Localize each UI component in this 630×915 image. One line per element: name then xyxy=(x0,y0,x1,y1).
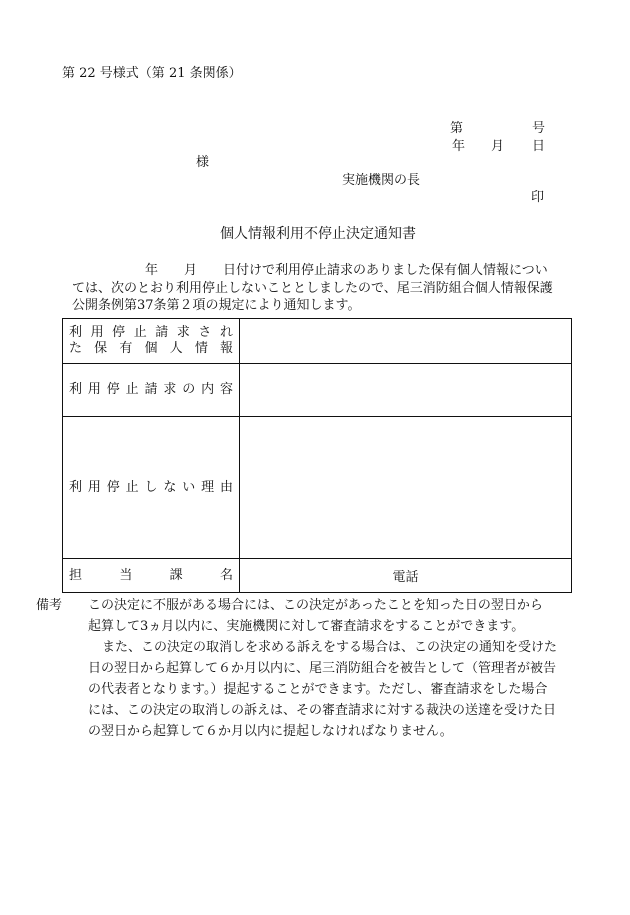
remarks-para2-line2: 日の翌日から起算して６か月以内に、尾三消防組合を被告として（管理者が被告 xyxy=(88,661,557,676)
table-row xyxy=(63,417,572,559)
form-number: 第 22 号様式（第 21 条関係） xyxy=(62,66,242,81)
intro-line: 年 月 日付けで利用停止請求のありました保有個人情報につい xyxy=(145,263,548,278)
seal-mark: 印 xyxy=(531,190,545,205)
request-content-field[interactable] xyxy=(240,364,572,417)
remarks-para1-line2: 起算して3ヵ月以内に、実施機関に対して審査請求をすることができます。 xyxy=(88,619,525,634)
sender-title: 実施機関の長 xyxy=(342,173,421,188)
table-row xyxy=(63,364,572,417)
reason-label: 利用停止しない理由 xyxy=(69,479,233,495)
phone-field[interactable] xyxy=(240,559,572,593)
remarks-para2-line4: には、この決定の取消しの訴えは、その審査請求に対する裁決の送達を受けた日 xyxy=(88,703,557,718)
remarks-text: この決定に不服がある場合には、この決定があったことを知った日の翌日から xyxy=(88,598,543,613)
reason-label-cell xyxy=(63,417,240,559)
requested-info-field[interactable] xyxy=(240,319,572,364)
document-number-label: 第 xyxy=(450,121,464,136)
addressee-suffix: 様 xyxy=(196,155,210,170)
remarks-para2-line1: また、この決定の取消しを求める訴えをする場合は、この決定の通知を受けた xyxy=(102,640,558,655)
date-month-label: 月 xyxy=(491,139,505,154)
request-content-label-cell xyxy=(63,364,240,417)
remarks-para2-line5: の翌日から起算して６か月以内に提起しなければなりません。 xyxy=(88,724,453,739)
intro-line: ては、次のとおり利用停止しないこととしましたので、尾三消防組合個人情報保護 xyxy=(72,280,553,296)
requested-info-label-line1: 利用停止請求され xyxy=(69,325,233,340)
reason-field[interactable] xyxy=(240,417,572,559)
intro-line: 公開条例第37条第２項の規定により通知します。 xyxy=(72,298,361,314)
remarks-para2-line3: の代表者となります。）提起することができます。ただし、審査請求をした場合 xyxy=(88,682,548,697)
remarks-tag: 備考 xyxy=(36,598,63,613)
department-label: 担当課名 xyxy=(69,567,233,583)
notice-table xyxy=(62,318,572,593)
intro-paragraph xyxy=(72,262,578,315)
document-title: 個人情報利用不停止決定通知書 xyxy=(220,226,416,242)
table-row xyxy=(63,559,572,593)
request-content-label: 利用停止請求の内容 xyxy=(69,382,233,397)
date-day-label: 日 xyxy=(532,139,546,154)
table-row xyxy=(63,319,572,364)
remarks-para1-line1 xyxy=(36,595,582,616)
document-number-suffix: 号 xyxy=(532,121,546,136)
department-label-cell xyxy=(63,559,240,593)
date-year-label: 年 xyxy=(452,139,466,154)
requested-info-label-line2: た保有個人情報 xyxy=(69,341,233,356)
requested-info-label-cell xyxy=(63,319,240,364)
phone-label: 電話 xyxy=(392,570,419,585)
remarks-section xyxy=(36,595,582,742)
